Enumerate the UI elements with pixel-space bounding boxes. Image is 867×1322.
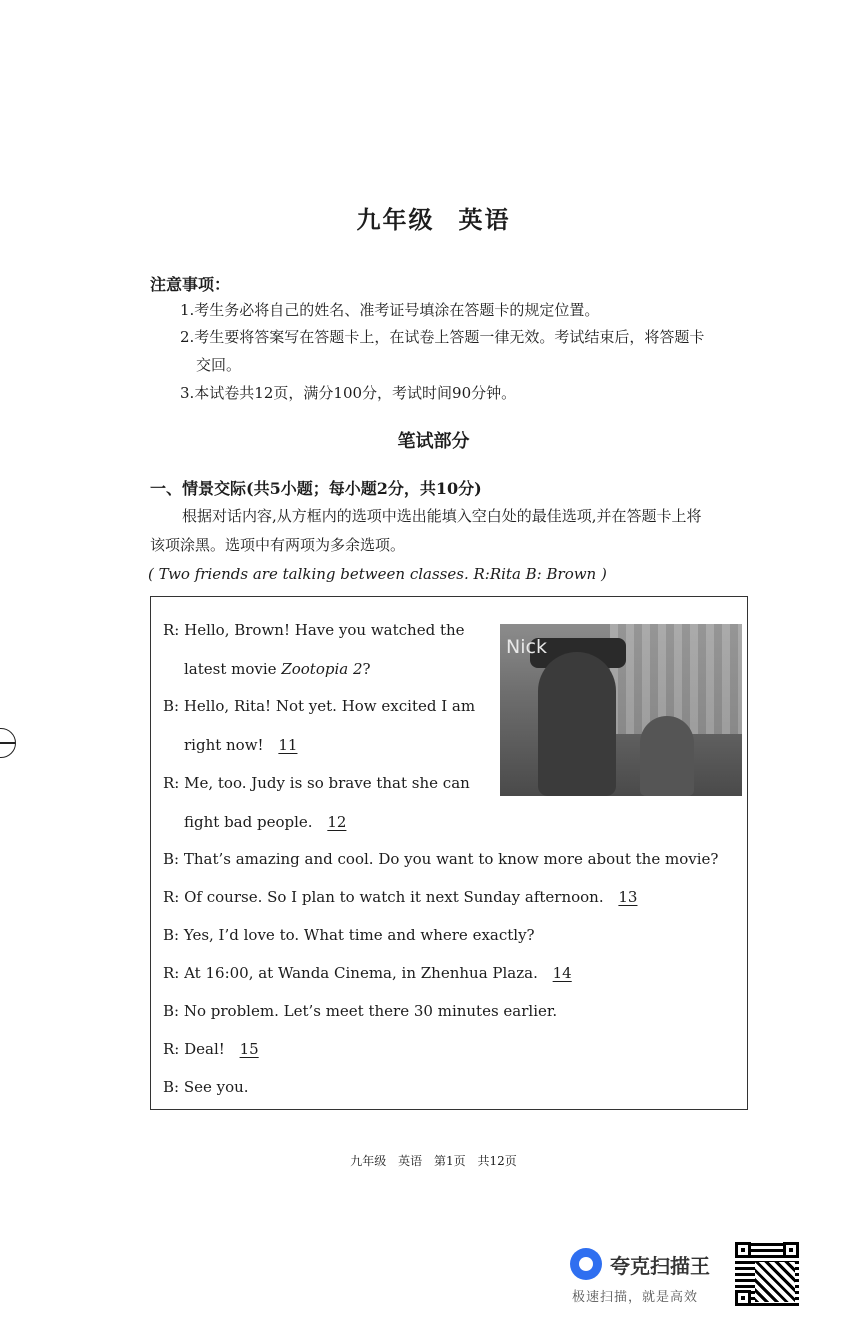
- movie-still-image: [500, 624, 742, 796]
- dialogue-line-7: [163, 963, 582, 983]
- blank-15: 15: [239, 1040, 259, 1058]
- instruction-line-1: 根据对话内容,从方框内的选项中选出能填入空白处的最佳选项,并在答题卡上将: [182, 507, 702, 525]
- dialogue-text: right now!: [184, 736, 264, 754]
- dialogue-line-1b: [184, 659, 371, 679]
- notice-item-3: 3.本试卷共12页，满分100分，考试时间90分钟。: [180, 384, 517, 402]
- dialogue-text: R: At 16:00, at Wanda Cinema, in Zhenhua Plaza.: [163, 964, 538, 982]
- blank-13: 13: [618, 888, 638, 906]
- dialogue-line-3b: [184, 812, 356, 832]
- dialogue-line-9: [163, 1039, 269, 1059]
- page-footer: [0, 1152, 867, 1169]
- scanner-slogan: 极速扫描，就是高效: [572, 1290, 699, 1305]
- dialogue-line-3a: R: Me, too. Judy is so brave that she can: [163, 774, 470, 792]
- dialogue-line-4: B: That’s amazing and cool. Do you want to know more about the movie?: [163, 850, 719, 868]
- qr-data-modules: [755, 1262, 795, 1302]
- notice-item-1: 1.考生务必将自己的姓名、准考证号填涂在答题卡的规定位置。: [180, 301, 600, 319]
- dialogue-line-6: B: Yes, I’d love to. What time and where exactly?: [163, 926, 535, 944]
- dialogue-punct: ?: [362, 660, 371, 678]
- dialogue-line-2a: B: Hello, Rita! Not yet. How excited I am: [163, 697, 476, 715]
- dialogue-line-5: [163, 887, 647, 907]
- qr-finder-pattern: [735, 1290, 751, 1306]
- dialogue-line-2b: [184, 735, 307, 755]
- footer-page: 第1页: [433, 1154, 466, 1168]
- dialogue-text: latest movie: [184, 660, 282, 678]
- dialogue-text: R: Deal!: [163, 1040, 225, 1058]
- instruction-line-2: 该项涂黑。选项中有两项为多余选项。: [150, 536, 406, 554]
- dialogue-line-1a: R: Hello, Brown! Have you watched the: [163, 621, 465, 639]
- notice-heading: 注意事项：: [150, 275, 231, 294]
- blank-12: 12: [327, 813, 347, 831]
- scanner-name: 夸克扫描王: [610, 1254, 710, 1278]
- image-caption: Nick: [506, 636, 547, 658]
- scanner-watermark: [570, 1244, 730, 1304]
- scanner-logo-icon: [570, 1248, 602, 1280]
- bunny-figure: [640, 716, 694, 796]
- blank-14: 14: [552, 964, 572, 982]
- binding-hole-mark: [0, 728, 16, 758]
- title-grade: 九年级: [356, 205, 435, 234]
- footer-subject: 英语: [398, 1154, 423, 1168]
- scene-description: ( Two friends are talking between classes. R:Rita B: Brown ): [148, 565, 607, 583]
- qr-finder-pattern: [735, 1242, 751, 1258]
- footer-total: 共12页: [477, 1154, 517, 1168]
- notice-item-2-cont: 交回。: [196, 356, 242, 374]
- movie-title: Zootopia 2: [281, 660, 363, 678]
- section-title: 笔试部分: [397, 431, 470, 452]
- notice-item-2: 2.考生要将答案写在答题卡上，在试卷上答题一律无效。考试结束后，将答题卡: [180, 328, 705, 346]
- qr-finder-pattern: [783, 1242, 799, 1258]
- part-heading: 一、情景交际(共5小题；每小题2分，共10分): [150, 479, 482, 498]
- blank-11: 11: [278, 736, 298, 754]
- dialogue-line-8: B: No problem. Let’s meet there 30 minutes earlier.: [163, 1002, 558, 1020]
- title-subject: 英语: [458, 205, 511, 234]
- dialogue-text: R: Of course. So I plan to watch it next Sunday afternoon.: [163, 888, 604, 906]
- page-title: [0, 200, 867, 235]
- dialogue-line-10: B: See you.: [163, 1078, 249, 1096]
- footer-grade: 九年级: [350, 1154, 387, 1168]
- fox-figure: [538, 652, 616, 796]
- dialogue-text: fight bad people.: [184, 813, 313, 831]
- qr-code-icon: [735, 1242, 799, 1306]
